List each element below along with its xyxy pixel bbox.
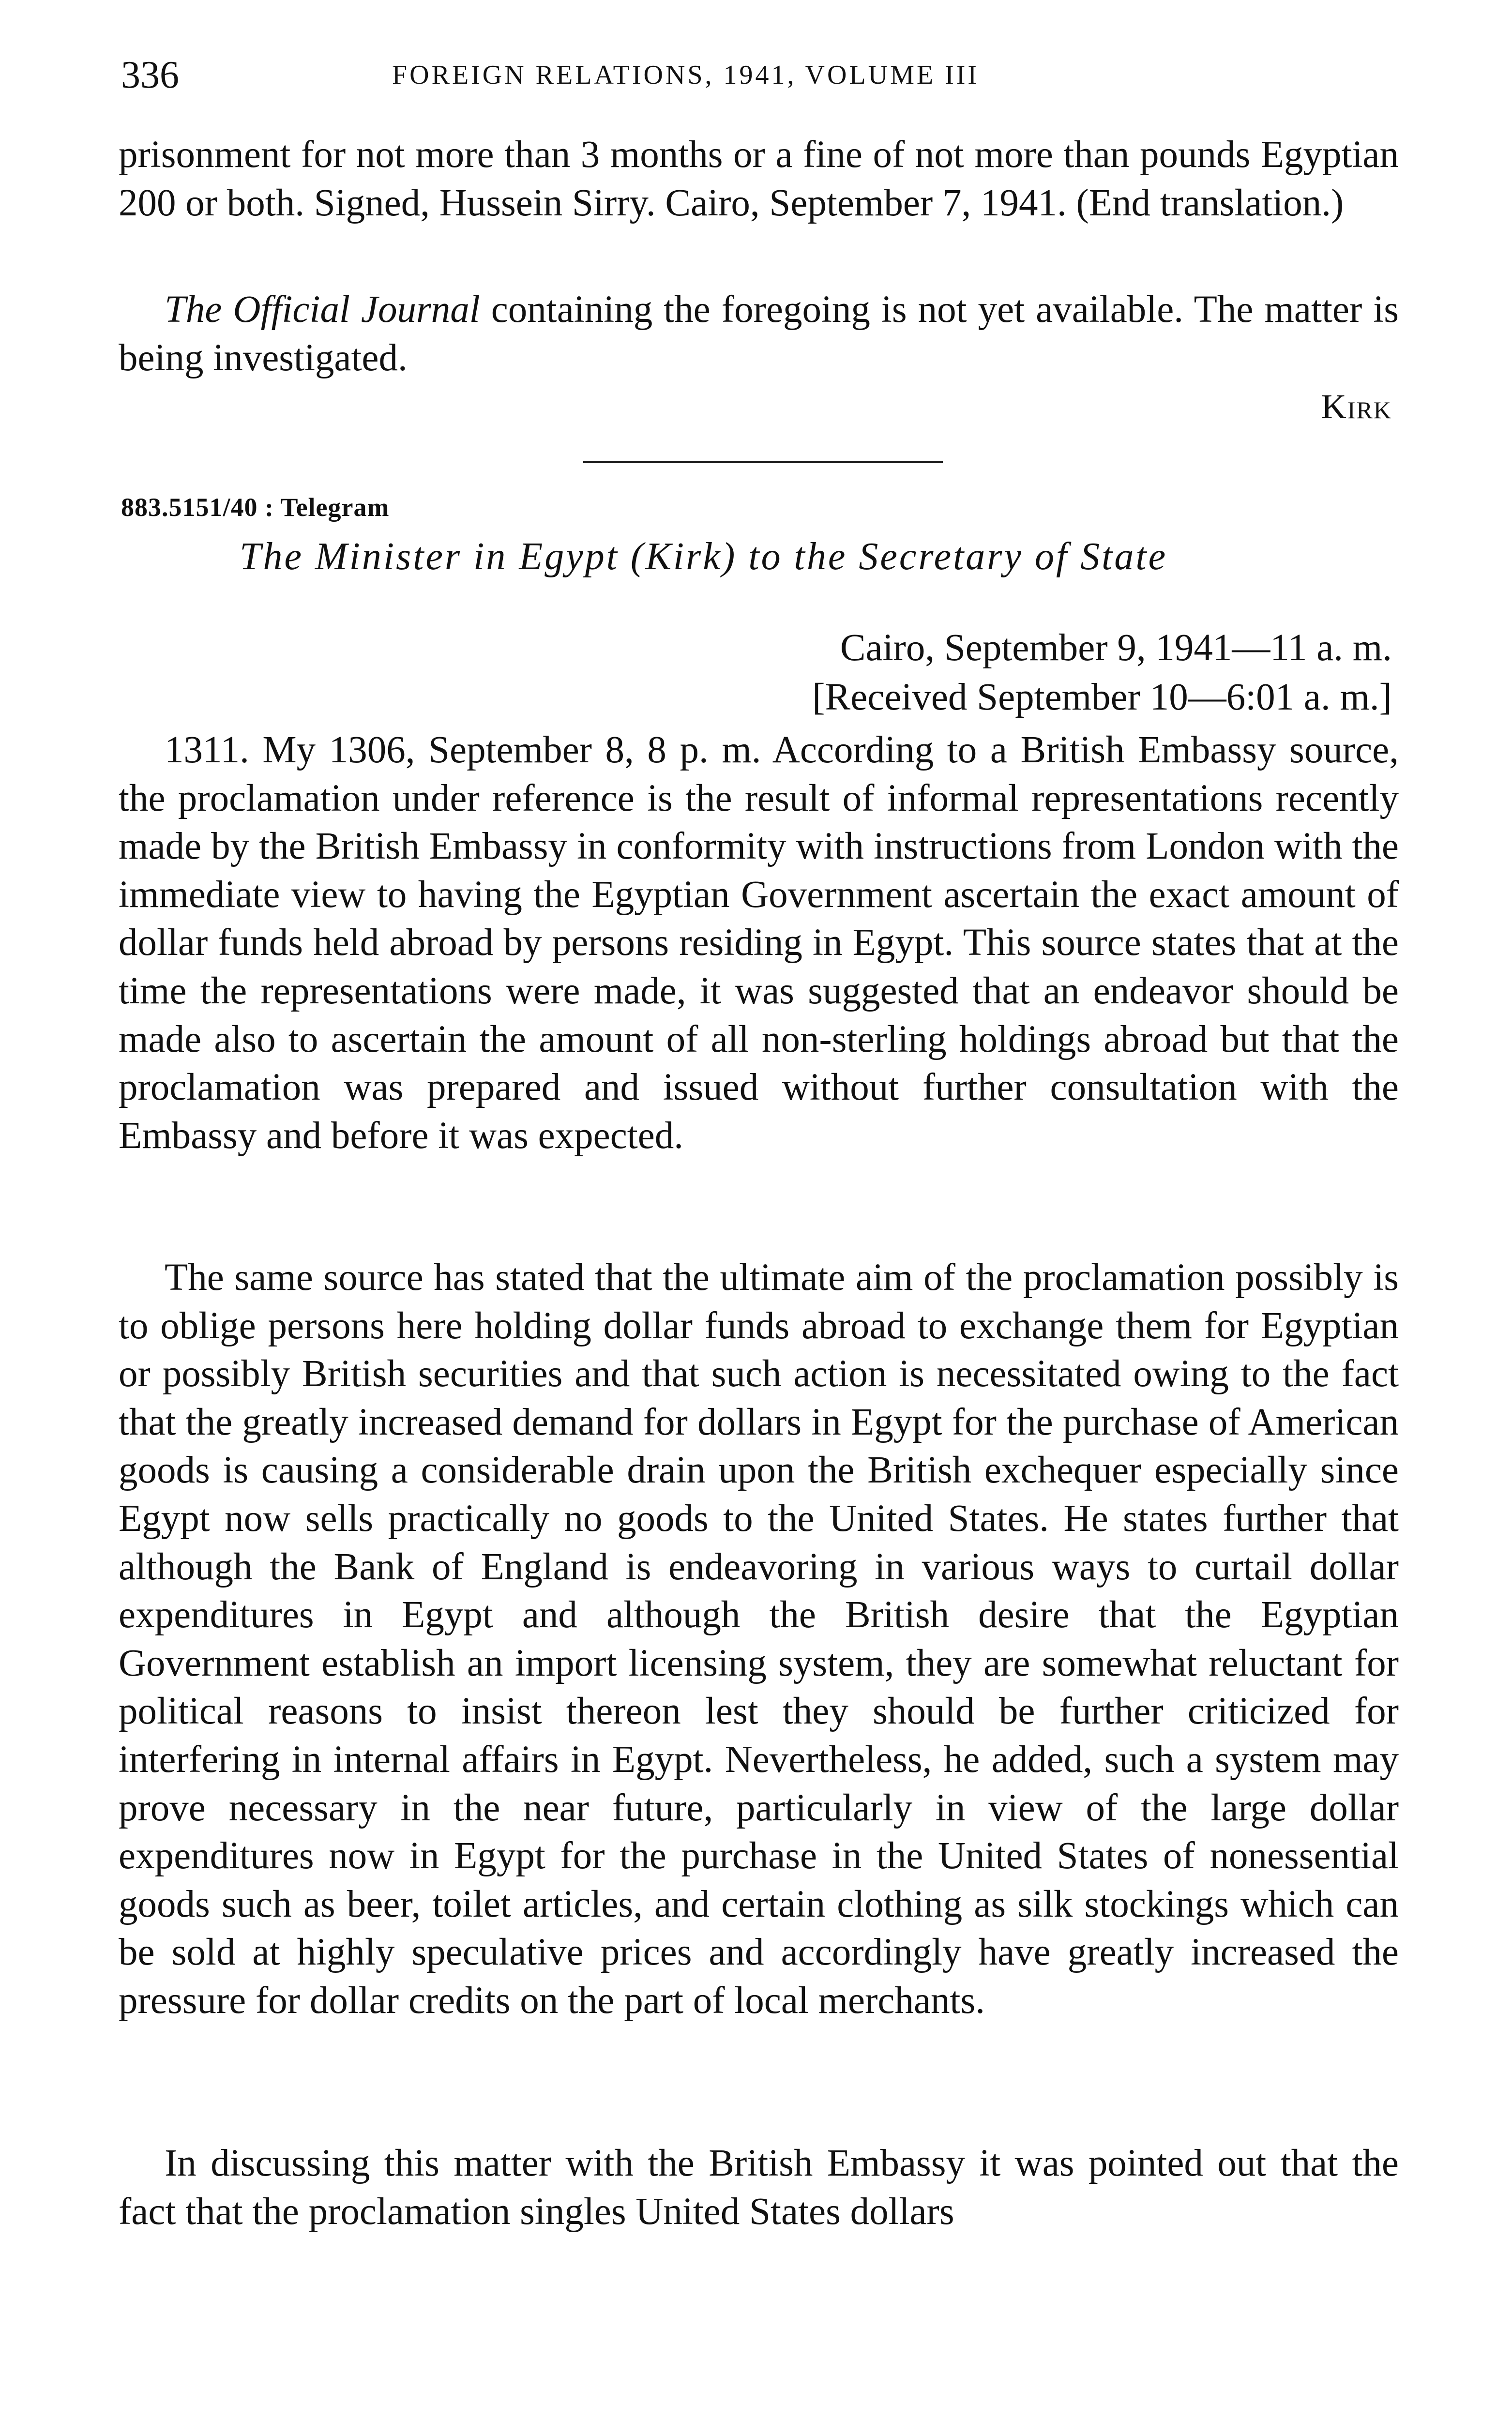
official-journal-note-text: containing the foregoing is not yet available. The matter is being investigated. [119,288,1399,379]
translation-ending-paragraph: prisonment for not more than 3 months or a fine of not more than pounds Egyptian 200 or both. Signed, Hussein Sirry. Cairo, September 7, 1941. (End translation.) [119,134,1399,224]
file-number: 883.5151/40 : Telegram [121,493,390,522]
running-title: FOREIGN RELATIONS, 1941, VOLUME III [392,60,980,90]
telegram-paragraph-2: The same source has stated that the ultimate aim of the proclamation possibly is to oblige persons here holding dollar funds abroad to exchange them for Egyptian or possibly British securities and that such action is necessitated owing to the fact that the greatly increased demand for dollars in Egypt for the purchase of American goods is causing a considerable drain upon the British exchequer especially since Egypt now sells practically no goods to the United States. He states further that although the Bank of England is endeavoring in various ways to curtail dollar expenditures in Egypt and although the British desire that the Egyptian Government establish an import licensing system, they are somewhat reluctant for political reasons to insist thereon lest they should be further criticized for interfering in internal affairs in Egypt. Nevertheless, he added, such a system may prove necessary in the near future, particularly in view of the large dollar expenditures now in Egypt for the purchase in the United States of nonessential goods such as beer, toilet articles, and certain clothing as silk stockings which can be sold at highly speculative prices and accordingly have greatly increased the pressure for dollar credits on the part of local merchants. [119,1256,1399,2022]
section-divider [583,461,943,463]
page-header [121,48,1399,102]
telegram-paragraph-3: In discussing this matter with the British Embassy it was pointed out that the fact that the proclamation singles United States dollars [119,2142,1399,2233]
dateline-block [812,623,1392,722]
signature: Kirk [1321,387,1392,426]
received-line: [Received September 10—6:01 a. m.] [812,676,1392,718]
dateline: Cairo, September 9, 1941—11 a. m. [840,627,1392,669]
page-number: 336 [121,54,179,96]
document-title: The Minister in Egypt (Kirk) to the Secretary of State [240,535,1168,578]
telegram-paragraph-1: 1311. My 1306, September 8, 8 p. m. According to a British Embassy source, the proclamation under reference is the result of informal representations recently made by the British Embassy in conformity with instructions from London with the immediate view to having the Egyptian Government ascertain the exact amount of dollar funds held abroad by persons residing in Egypt. This source states that at the time the representations were made, it was suggested that an endeavor should be made also to ascertain the amount of all non-sterling holdings abroad but that the proclamation was prepared and issued without further consultation with the Embassy and before it was expected. [119,729,1399,1157]
official-journal-note [119,286,1399,382]
official-journal-title: The Official Journal [165,288,480,331]
